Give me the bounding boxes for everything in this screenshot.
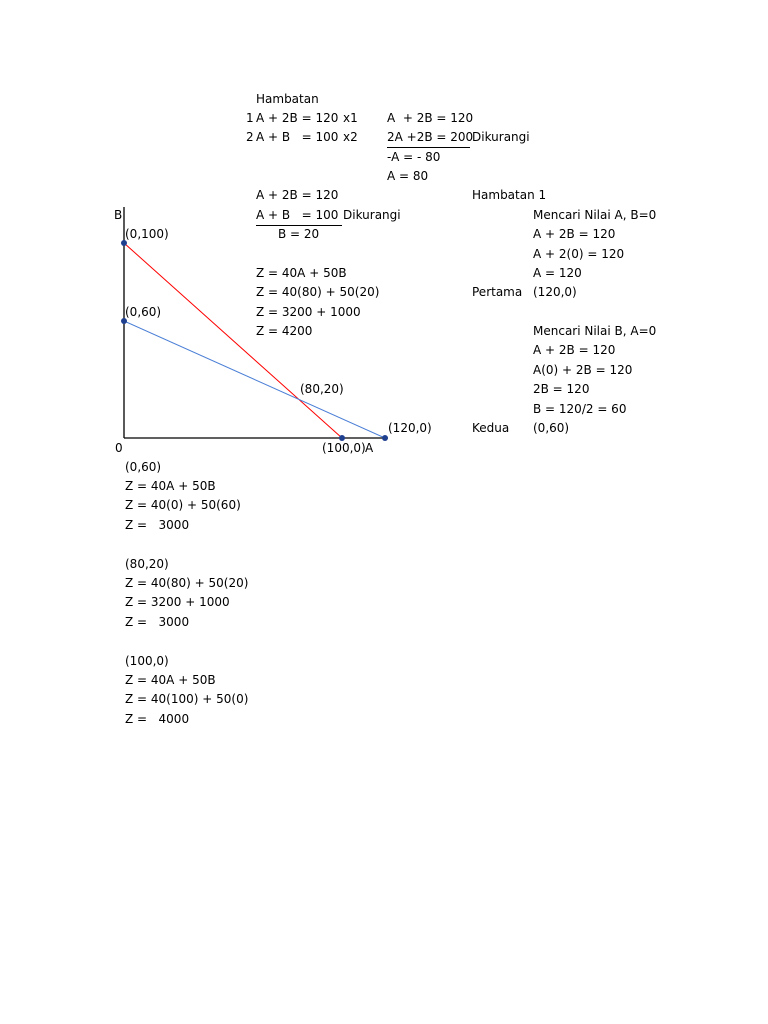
point-label-0-100: (0,100) bbox=[125, 227, 169, 241]
eq2-number: 2 bbox=[246, 130, 254, 144]
point-label-0-60: (0,60) bbox=[125, 305, 162, 319]
eq1-multiplier: x1 bbox=[343, 111, 358, 125]
origin-label: 0 bbox=[115, 441, 123, 455]
eval2-line: Z = 3000 bbox=[125, 615, 190, 629]
z-calc-line: Z = 4200 bbox=[256, 324, 313, 338]
hambatan1-line: Mencari Nilai B, A=0 bbox=[533, 324, 657, 338]
eval2-line: Z = 3200 + 1000 bbox=[125, 595, 230, 609]
z-calc-line: Z = 3200 + 1000 bbox=[256, 305, 361, 319]
point-label-120-0: (120,0) bbox=[388, 421, 432, 435]
point-label-80-20: (80,20) bbox=[300, 382, 344, 396]
hambatan1-line: 2B = 120 bbox=[533, 382, 590, 396]
elim1-line4: A = 80 bbox=[387, 169, 429, 183]
second-point-label: Kedua bbox=[472, 421, 510, 435]
hambatan1-line: A + 2B = 120 bbox=[533, 343, 616, 357]
axis-x-label: A bbox=[365, 441, 374, 455]
eval2-line: (80,20) bbox=[125, 557, 169, 571]
eq1-expression: A + 2B = 120 bbox=[256, 111, 339, 125]
elim2-operation: Dikurangi bbox=[343, 208, 401, 222]
constraint-line-red bbox=[124, 243, 342, 438]
first-point-value: (120,0) bbox=[533, 285, 577, 299]
hambatan1-title: Hambatan 1 bbox=[472, 188, 547, 202]
eq2-expression: A + B = 100 bbox=[256, 130, 339, 144]
eval1-line: Z = 3000 bbox=[125, 518, 190, 532]
point-label-100-0: (100,0) bbox=[322, 441, 366, 455]
hambatan1-line: B = 120/2 = 60 bbox=[533, 402, 627, 416]
second-point-value: (0,60) bbox=[533, 421, 570, 435]
hambatan1-line: Mencari Nilai A, B=0 bbox=[533, 208, 657, 222]
elim1-operation: Dikurangi bbox=[472, 130, 530, 144]
point-120-0 bbox=[382, 435, 388, 441]
first-point-label: Pertama bbox=[472, 285, 523, 299]
eq2-multiplier: x2 bbox=[343, 130, 358, 144]
eval1-line: (0,60) bbox=[125, 460, 162, 474]
eval3-line: Z = 40A + 50B bbox=[125, 673, 216, 687]
hambatan1-line: A + 2B = 120 bbox=[533, 227, 616, 241]
eval3-line: Z = 40(100) + 50(0) bbox=[125, 692, 249, 706]
hambatan1-line: A + 2(0) = 120 bbox=[533, 247, 625, 261]
elim1-line2: 2A +2B = 200 bbox=[387, 130, 474, 144]
eval1-line: Z = 40A + 50B bbox=[125, 479, 216, 493]
elim2-line3: B = 20 bbox=[278, 227, 320, 241]
eval3-line: Z = 4000 bbox=[125, 712, 190, 726]
eval2-line: Z = 40(80) + 50(20) bbox=[125, 576, 249, 590]
z-calc-line: Z = 40A + 50B bbox=[256, 266, 347, 280]
axis-y-label: B bbox=[114, 208, 123, 222]
elim2-line2: A + B = 100 bbox=[256, 208, 339, 222]
elim1-line3: -A = - 80 bbox=[387, 150, 441, 164]
constraint-line-blue bbox=[124, 321, 385, 438]
eval3-line: (100,0) bbox=[125, 654, 169, 668]
hambatan1-line: A = 120 bbox=[533, 266, 582, 280]
eval1-line: Z = 40(0) + 50(60) bbox=[125, 498, 241, 512]
elim1-line1: A + 2B = 120 bbox=[387, 111, 474, 125]
eq1-number: 1 bbox=[246, 111, 254, 125]
hambatan1-line: A(0) + 2B = 120 bbox=[533, 363, 633, 377]
hambatan-title: Hambatan bbox=[256, 92, 319, 106]
elim2-line1: A + 2B = 120 bbox=[256, 188, 339, 202]
z-calc-line: Z = 40(80) + 50(20) bbox=[256, 285, 380, 299]
